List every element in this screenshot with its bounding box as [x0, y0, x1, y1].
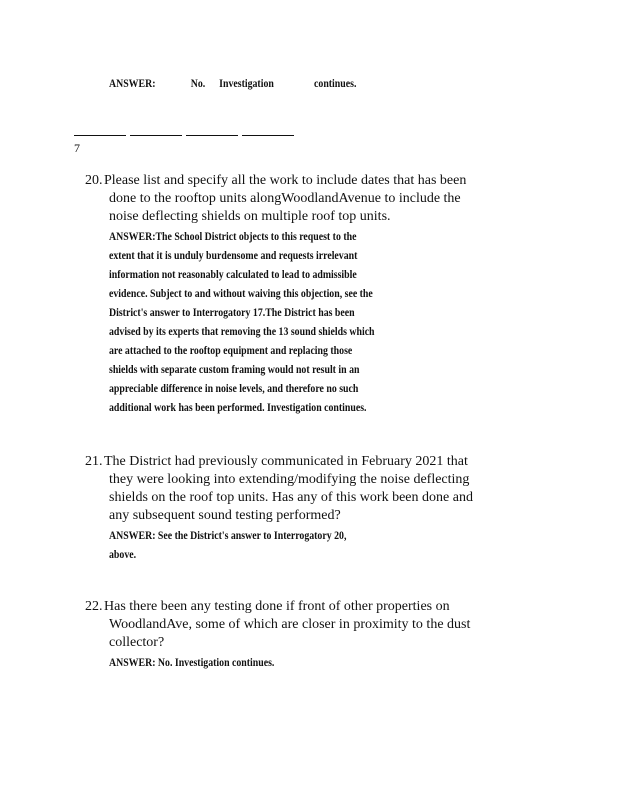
footnote-rule [130, 135, 182, 136]
answer-line: appreciable difference in noise levels, and therefore no such [109, 381, 359, 395]
question-line: The District had previously communicated in February 2021 that [104, 454, 468, 469]
footnote-rule [242, 135, 294, 136]
question-line: Has there been any testing done if front of other properties on [104, 599, 450, 614]
question-line: done to the rooftop units alongWoodlandAvenue to include the [109, 191, 461, 206]
answer-line: evidence. Subject to and without waiving this objection, see the [109, 286, 373, 300]
answer-line: ANSWER: No. Investigation continues. [109, 655, 275, 669]
question-number: 22. [85, 599, 103, 614]
footnote-number: 7 [74, 141, 80, 155]
question-line: noise deflecting shields on multiple roof top units. [109, 209, 391, 224]
answer-line: information not reasonably calculated to lead to admissible [109, 267, 357, 281]
answer-line: District's answer to Interrogatory 17.The District has been [109, 305, 355, 319]
answer-line: are attached to the rooftop equipment and replacing those [109, 343, 353, 357]
question-number: 20. [85, 173, 103, 188]
question-line: WoodlandAve, some of which are closer in proximity to the dust [109, 617, 471, 632]
footnote-rule [186, 135, 238, 136]
answer-line: ANSWER: See the District's answer to Interrogatory 20, [109, 528, 347, 542]
answer-line: extent that it is unduly burdensome and requests irrelevant [109, 248, 358, 262]
answer-word: Investigation [219, 76, 274, 90]
answer-label: ANSWER: [109, 76, 156, 90]
answer-line: shields with separate custom framing would not result in an [109, 362, 360, 376]
answer-line: above. [109, 547, 137, 561]
question-line: collector? [109, 635, 165, 650]
question-line: any subsequent sound testing performed? [109, 508, 341, 523]
answer-word: continues. [314, 76, 357, 90]
question-number: 21. [85, 454, 103, 469]
question-line: Please list and specify all the work to include dates that has been [104, 173, 467, 188]
answer-line: advised by its experts that removing the 13 sound shields which [109, 324, 375, 338]
question-line: shields on the roof top units. Has any of this work been done and [109, 490, 473, 505]
question-line: they were looking into extending/modifying the noise deflecting [109, 472, 470, 487]
top-answer [109, 76, 356, 91]
answer-word: No. [190, 76, 206, 90]
answer-line: additional work has been performed. Investigation continues. [109, 400, 367, 414]
footnote-rule [74, 135, 126, 136]
answer-line: ANSWER:The School District objects to this request to the [109, 229, 357, 243]
